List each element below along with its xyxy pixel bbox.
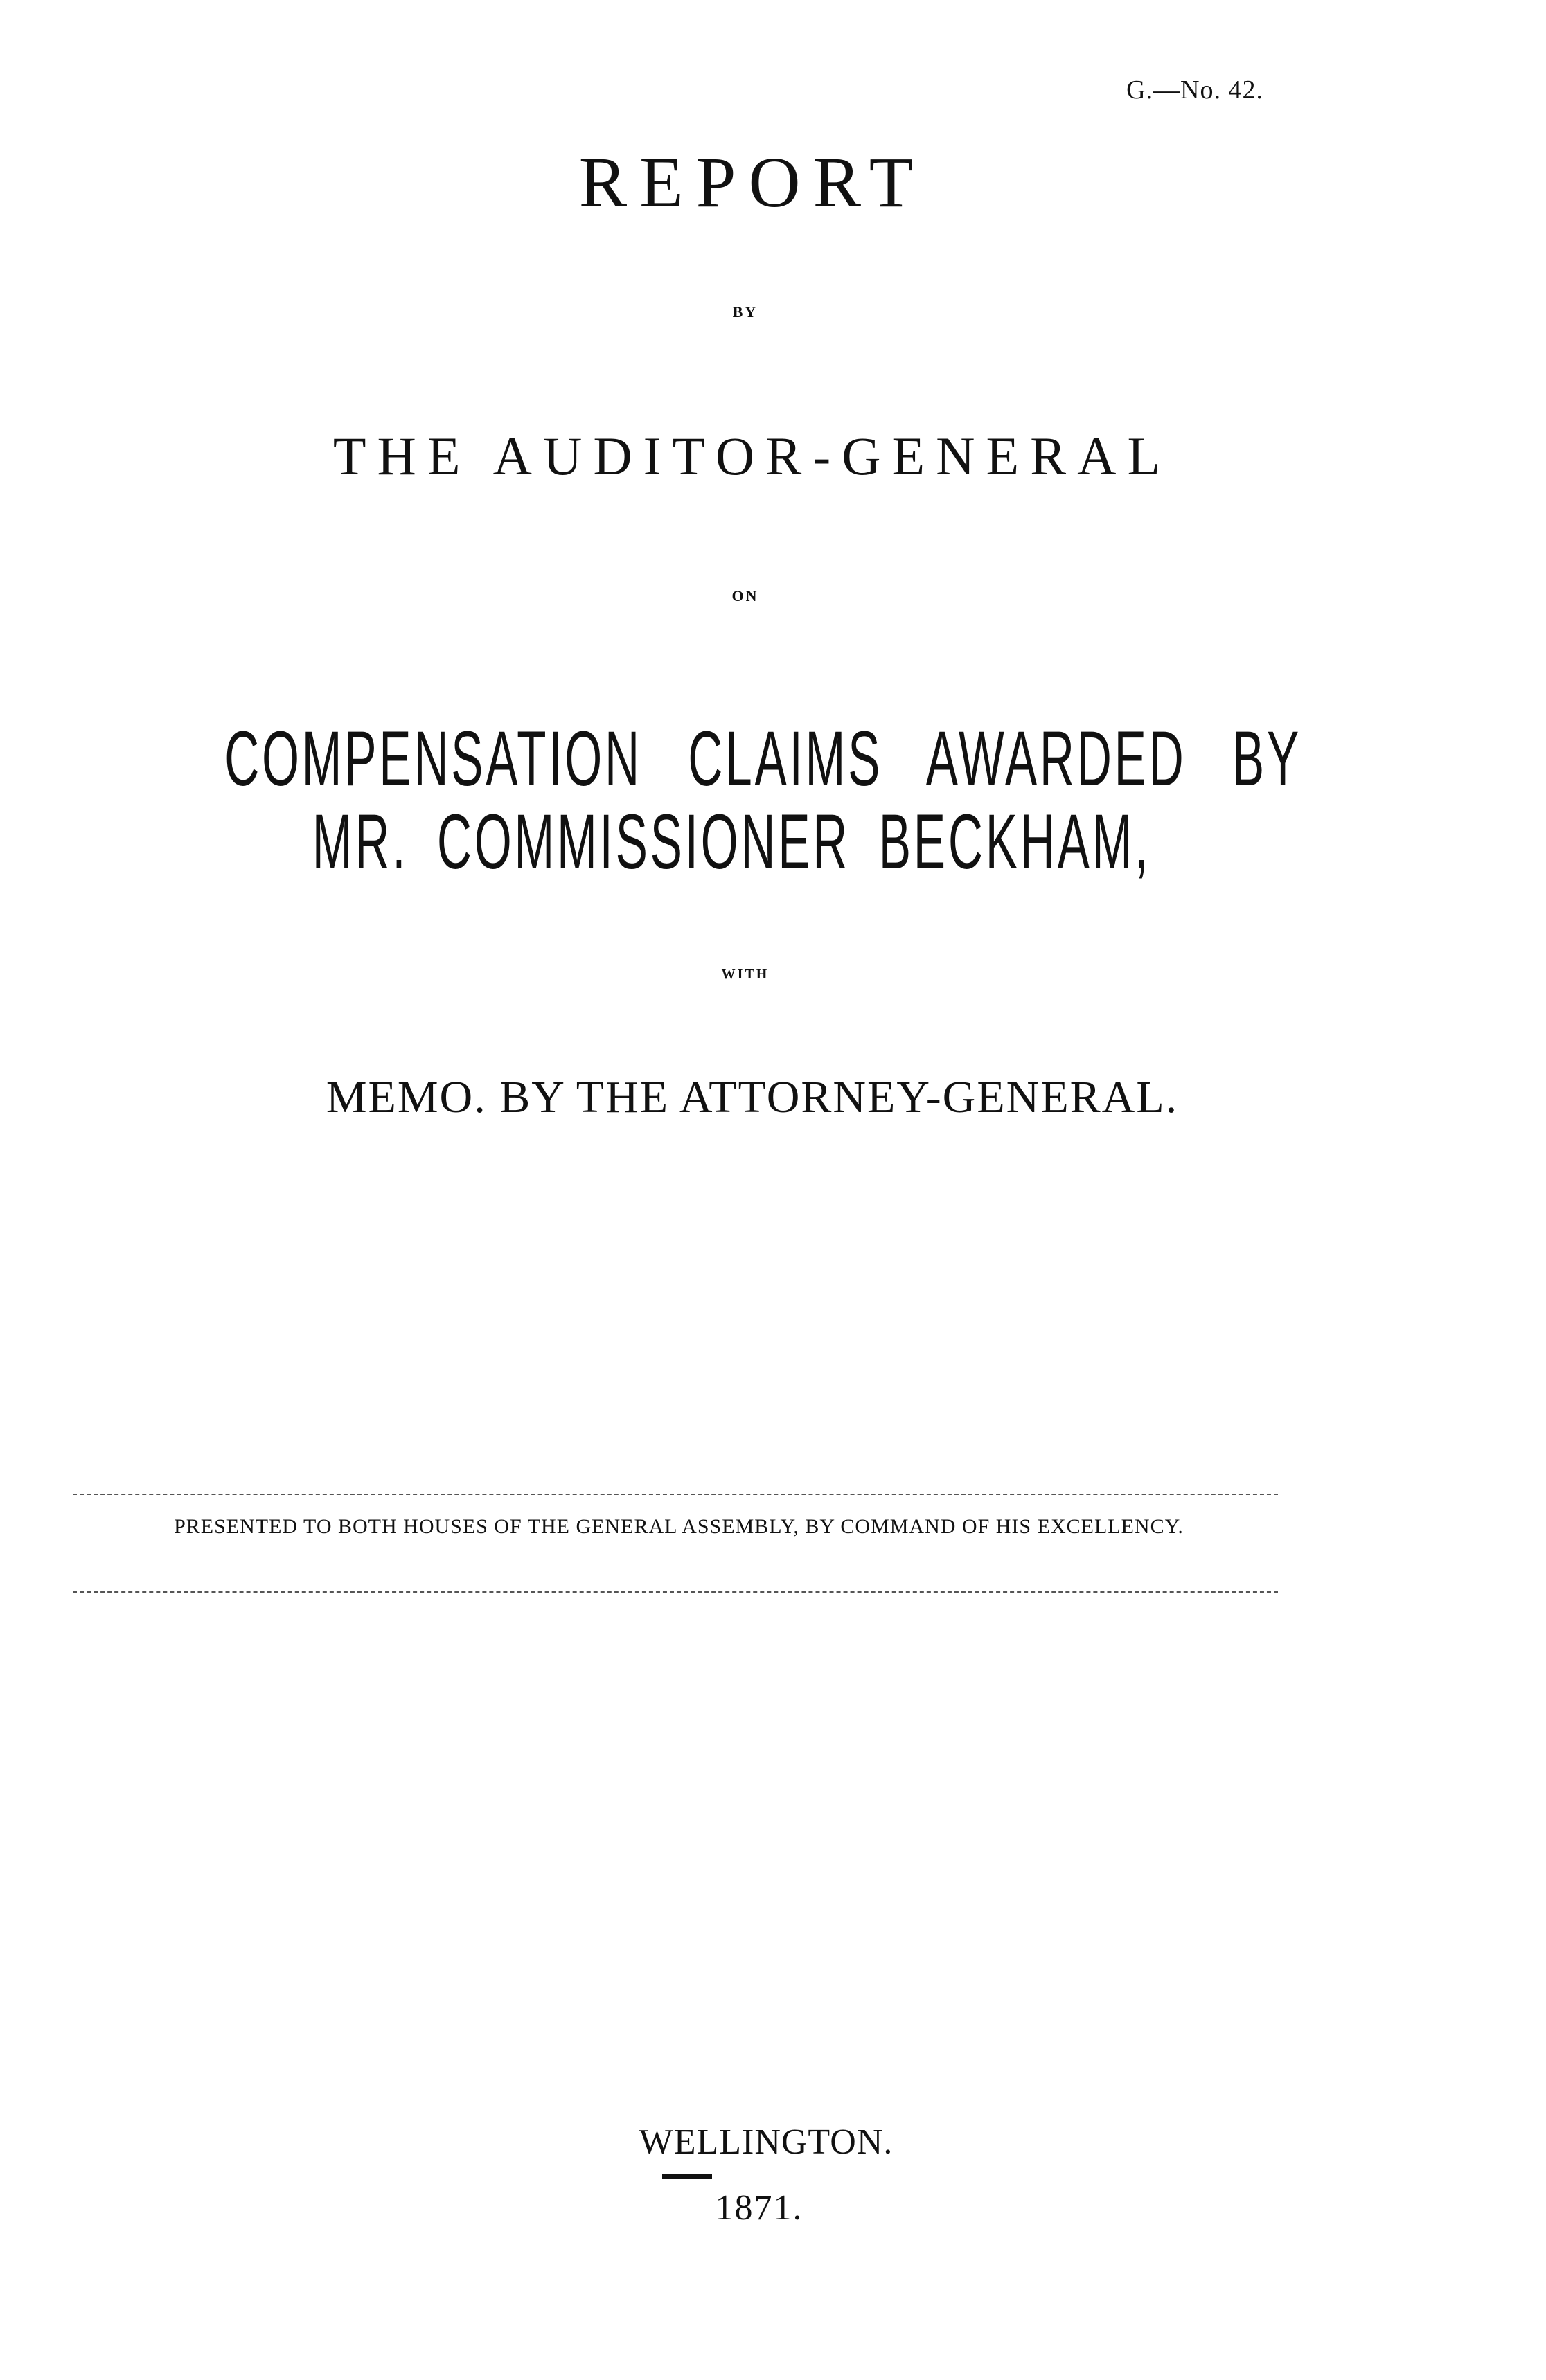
connector-on: ON xyxy=(731,587,759,605)
imprint-year: 1871. xyxy=(715,2188,803,2228)
divider-top xyxy=(73,1494,1278,1495)
memo-heading: MEMO. BY THE ATTORNEY-GENERAL. xyxy=(326,1072,1179,1122)
divider-bottom xyxy=(73,1591,1278,1593)
report-title: REPORT xyxy=(578,143,926,222)
imprint-rule xyxy=(662,2174,712,2179)
connector-by: BY xyxy=(732,303,758,321)
author-heading: THE AUDITOR-GENERAL xyxy=(332,426,1172,486)
subject-heading-line2: MR. COMMISSIONER BECKHAM, xyxy=(312,798,1151,885)
connector-with: WITH xyxy=(721,967,770,982)
imprint-place: WELLINGTON. xyxy=(639,2122,894,2162)
subject-heading-line1: COMPENSATION CLAIMS AWARDED BY xyxy=(224,715,1302,802)
paper-reference: G.—No. 42. xyxy=(1126,75,1263,105)
presentation-statement: PRESENTED TO BOTH HOUSES OF THE GENERAL ASSEMBLY, BY COMMAND OF HIS EXCELLENCY. xyxy=(174,1515,1184,1538)
